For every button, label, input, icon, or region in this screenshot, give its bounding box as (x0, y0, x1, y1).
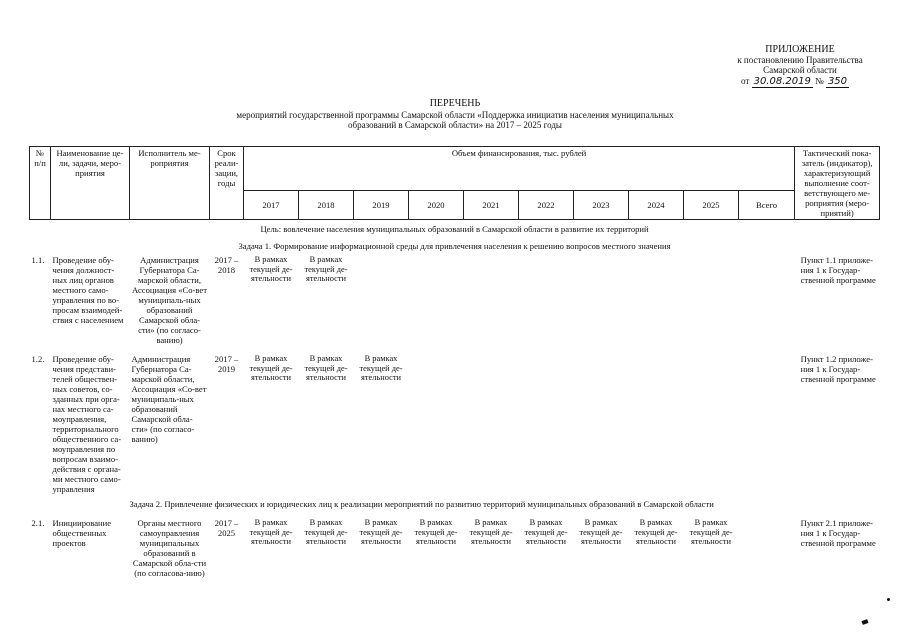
row-funding-2018: В рамках текущей де-ятельности (304, 354, 348, 383)
row-funding-2017: В рамках текущей де-ятельности (249, 255, 293, 284)
row-funding-empty (519, 254, 574, 346)
row-executor: Администрация Губернатора Са-марской области, Ассоциация «Со-вет муниципаль-ных образований Самарской обла-сти» (по согласо-ванию) (132, 255, 207, 345)
row-num: 2.1. (31, 518, 45, 528)
header-year: 2017 (244, 191, 299, 220)
number-value: 350 (827, 76, 848, 87)
table-row (30, 254, 880, 346)
row-funding-2025: В рамках текущей де-ятельности (689, 518, 733, 547)
header-year: 2019 (354, 191, 409, 220)
row-funding-empty (464, 254, 519, 346)
row-funding-empty (409, 254, 464, 346)
scan-mark (861, 619, 868, 625)
row-executor: Администрация Губернатора Са-марской области, Ассоциация «Со-вет муниципаль-ных образований Самарской обла-сти» (по согласо-ванию) (131, 354, 207, 444)
row-indicator: Пункт 1.2 приложе-ния 1 к Государ-ственной программе (800, 354, 876, 384)
row-funding-empty (629, 346, 684, 495)
header-indicator: Тактический пока-затель (индикатор), характеризующий выполнение соот-ветствующего ме-роприятия (меро-приятий) (795, 147, 880, 220)
row-funding-empty (574, 254, 629, 346)
row-name: Инициирование общественных проектов (52, 518, 112, 548)
header-total: Всего (739, 191, 795, 220)
appendix-date-line (700, 76, 900, 87)
row-indicator: Пункт 2.1 приложе-ния 1 к Государ-ственной программе (800, 518, 876, 548)
task-1-row: Задача 1. Формирование информационной среды для привлечения населения к решению вопросов местного значения (238, 241, 671, 251)
header-year: 2023 (574, 191, 629, 220)
row-funding-2019: В рамках текущей де-ятельности (359, 518, 403, 547)
row-funding-empty (739, 254, 795, 346)
goal-row: Цель: вовлечение населения муниципальных образований в Самарской области в развитие их территорий (260, 224, 649, 234)
row-funding-2017: В рамках текущей де-ятельности (249, 518, 293, 547)
appendix-block (700, 45, 900, 87)
header-name: Наименование це-ли, задачи, меро-приятия (51, 147, 130, 220)
appendix-line-2: Самарской области (763, 65, 837, 75)
header-executor: Исполнитель ме-роприятия (130, 147, 210, 220)
row-funding-empty (409, 346, 464, 495)
header-year: 2024 (629, 191, 684, 220)
table-row (30, 346, 880, 495)
row-funding-2019: В рамках текущей де-ятельности (359, 354, 403, 383)
row-funding-2018: В рамках текущей де-ятельности (304, 518, 348, 547)
task-2-row: Задача 2. Привлечение физических и юридических лиц к реализации мероприятий по развитию территорий муниципальных образований в Самарской области (129, 499, 714, 509)
header-term: Срок реали-зации, годы (210, 147, 244, 220)
row-num: 1.1. (31, 255, 45, 265)
row-indicator: Пункт 1.1 приложе-ния 1 к Государ-ственной программе (800, 255, 876, 285)
header-funding: Объем финансирования, тыс. рублей (244, 147, 795, 191)
date-prefix: от (741, 76, 750, 86)
row-funding-empty (684, 254, 739, 346)
document-subtitle-line-1: мероприятий государственной программы Самарской области «Поддержка инициатив населения муниципальных (236, 109, 674, 120)
appendix-line-1: к постановлению Правительства (737, 55, 863, 65)
row-funding-empty (739, 346, 795, 495)
row-funding-2022: В рамках текущей де-ятельности (524, 518, 568, 547)
header-year: 2018 (299, 191, 354, 220)
row-funding-empty (739, 512, 795, 579)
measures-table (29, 146, 880, 579)
row-term: 2017 – 2018 (214, 255, 239, 275)
row-funding-empty (464, 346, 519, 495)
row-funding-2020: В рамках текущей де-ятельности (414, 518, 458, 547)
header-year: 2022 (519, 191, 574, 220)
row-funding-empty (629, 254, 684, 346)
document-subtitle-line-2: образований в Самарской области» на 2017 – 2025 годы (348, 120, 562, 130)
row-num: 1.2. (31, 354, 45, 364)
document-heading (200, 99, 710, 131)
row-funding-empty (354, 254, 409, 346)
header-year: 2025 (684, 191, 739, 220)
row-name: Проведение обу-чения должност-ных лиц органов местного само-управления по во-просам взаимодей-ствия с населением (52, 255, 124, 325)
row-funding-2024: В рамках текущей де-ятельности (634, 518, 678, 547)
header-year: 2020 (409, 191, 464, 220)
row-funding-2023: В рамках текущей де-ятельности (579, 518, 623, 547)
document-title: ПЕРЕЧЕНЬ (429, 98, 481, 109)
row-term: 2017 – 2019 (214, 354, 239, 374)
row-name: Проведение обу-чения представи-телей обществен-ных советов, со-зданных при орга-нах местного са-моуправления, территориального общественного са-моуправления по вопросам взаимо-действия с органа-ми местного само-управления (52, 354, 122, 494)
row-funding-empty (684, 346, 739, 495)
date-value: 30.08.2019 (753, 76, 811, 87)
row-funding-2018: В рамках текущей де-ятельности (304, 255, 348, 284)
appendix-title: ПРИЛОЖЕНИЕ (765, 44, 835, 55)
number-prefix: № (815, 76, 824, 86)
table-row (30, 512, 880, 579)
header-num: № п/п (30, 147, 51, 220)
row-term: 2017 – 2025 (214, 518, 239, 538)
row-funding-2017: В рамках текущей де-ятельности (249, 354, 293, 383)
row-funding-empty (519, 346, 574, 495)
header-year: 2021 (464, 191, 519, 220)
scan-speck (887, 598, 890, 601)
row-funding-empty (574, 346, 629, 495)
row-executor: Органы местного самоуправления муниципальных образований в Самарской обла-сти (по согласова-нию) (132, 518, 207, 578)
row-funding-2021: В рамках текущей де-ятельности (469, 518, 513, 547)
